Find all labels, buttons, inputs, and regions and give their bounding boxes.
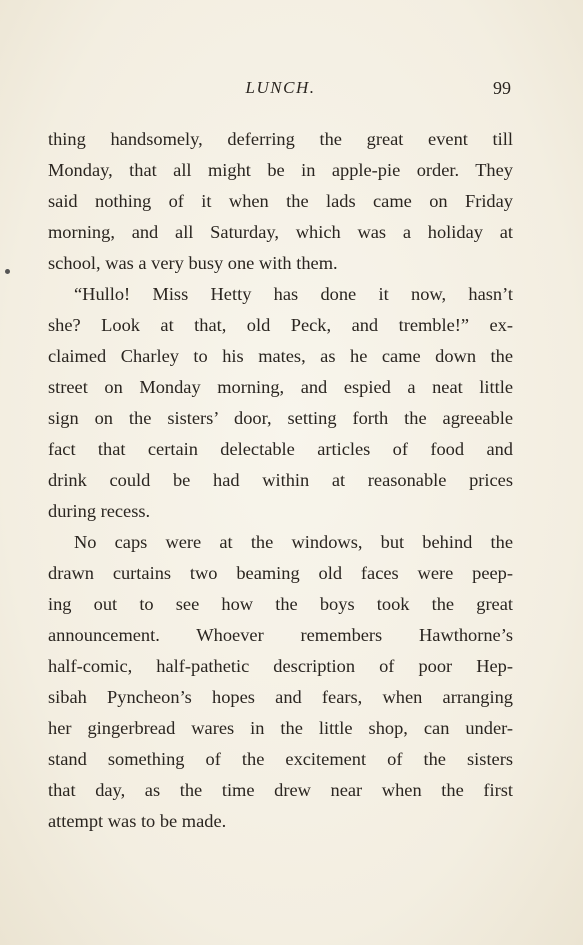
- text-line: attempt was to be made.: [48, 811, 227, 831]
- text-line: her gingerbread wares in the little shop, can under-: [48, 718, 513, 738]
- text-line: ing out to see how the boys took the great: [48, 594, 513, 614]
- text-line: she? Look at that, old Peck, and tremble!” ex-: [48, 315, 513, 335]
- text-line: Monday, that all might be in apple-pie order. They: [48, 160, 513, 180]
- text-line: drink could be had within at reasonable prices: [48, 470, 513, 490]
- running-head: LUNCH.: [245, 78, 316, 97]
- text-line: drawn curtains two beaming old faces were peep-: [48, 563, 513, 583]
- text-line: No caps were at the windows, but behind the: [74, 532, 513, 552]
- paragraph: [48, 527, 513, 837]
- text-line: stand something of the excitement of the sisters: [48, 749, 513, 769]
- page-header: [48, 78, 513, 102]
- text-line: sign on the sisters’ door, setting forth the agreeable: [48, 408, 513, 428]
- text-line: during recess.: [48, 501, 151, 521]
- page-number: 99: [493, 78, 511, 98]
- paragraph: [48, 279, 513, 527]
- text-line: school, was a very busy one with them.: [48, 253, 338, 273]
- text-line: fact that certain delectable articles of food and: [48, 439, 513, 459]
- page-body: [48, 124, 513, 837]
- text-line: announcement. Whoever remembers Hawthorne’s: [48, 625, 513, 645]
- text-line: street on Monday morning, and espied a neat little: [48, 377, 513, 397]
- text-line: claimed Charley to his mates, as he came down the: [48, 346, 513, 366]
- text-line: half-comic, half-pathetic description of poor Hep-: [48, 656, 513, 676]
- paragraph: [48, 124, 513, 279]
- text-line: sibah Pyncheon’s hopes and fears, when arranging: [48, 687, 513, 707]
- text-line: thing handsomely, deferring the great event till: [48, 129, 513, 149]
- text-line: that day, as the time drew near when the first: [48, 780, 513, 800]
- text-line: morning, and all Saturday, which was a holiday at: [48, 222, 513, 242]
- text-line: “Hullo! Miss Hetty has done it now, hasn’t: [74, 284, 513, 304]
- text-line: said nothing of it when the lads came on Friday: [48, 191, 513, 211]
- margin-mark: [5, 269, 10, 274]
